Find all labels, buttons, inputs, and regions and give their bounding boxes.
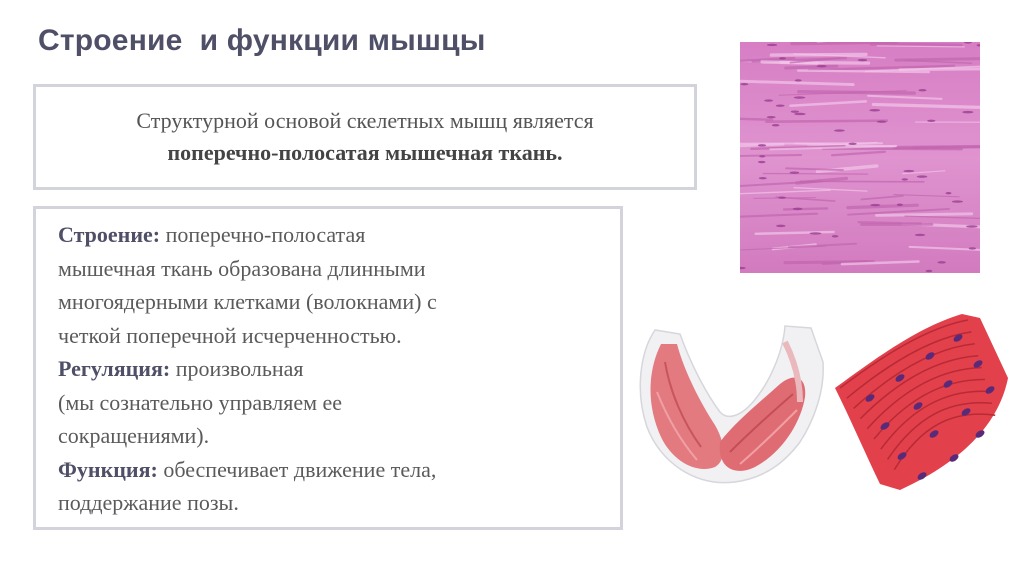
function-line xyxy=(58,453,620,487)
regulation-line xyxy=(58,352,620,386)
structure-text-4: четкой поперечной исчерченностью. xyxy=(58,322,402,348)
structure-term: Строение: xyxy=(58,222,161,247)
intro-box xyxy=(33,84,697,190)
regulation-text: произвольная xyxy=(170,356,304,381)
tissue-micrograph-image xyxy=(740,42,980,273)
detail-box xyxy=(33,206,623,530)
arm-muscle-image xyxy=(635,322,830,490)
regulation-term: Регуляция: xyxy=(58,356,171,381)
regulation-text-3: сокращениями). xyxy=(58,423,210,448)
structure-line xyxy=(58,218,620,252)
intro-line: Структурной основой скелетных мышц является xyxy=(136,108,594,133)
function-term: Функция: xyxy=(58,456,158,482)
slide-title: Строение и функции мышцы xyxy=(38,24,486,57)
structure-text-3: многоядерными клетками (волокнами) с xyxy=(58,289,437,314)
muscle-fiber-image xyxy=(830,308,1014,494)
intro-emphasis: поперечно-полосатая мышечная ткань. xyxy=(167,140,563,165)
structure-text: поперечно-полосатая xyxy=(160,222,366,247)
regulation-text-2: (мы сознательно управляем ее xyxy=(58,389,343,415)
function-text-2: поддержание позы. xyxy=(58,490,239,515)
structure-text-2: мышечная ткань образована длинными xyxy=(58,255,426,281)
function-text: обеспечивает движение тела, xyxy=(157,456,437,482)
